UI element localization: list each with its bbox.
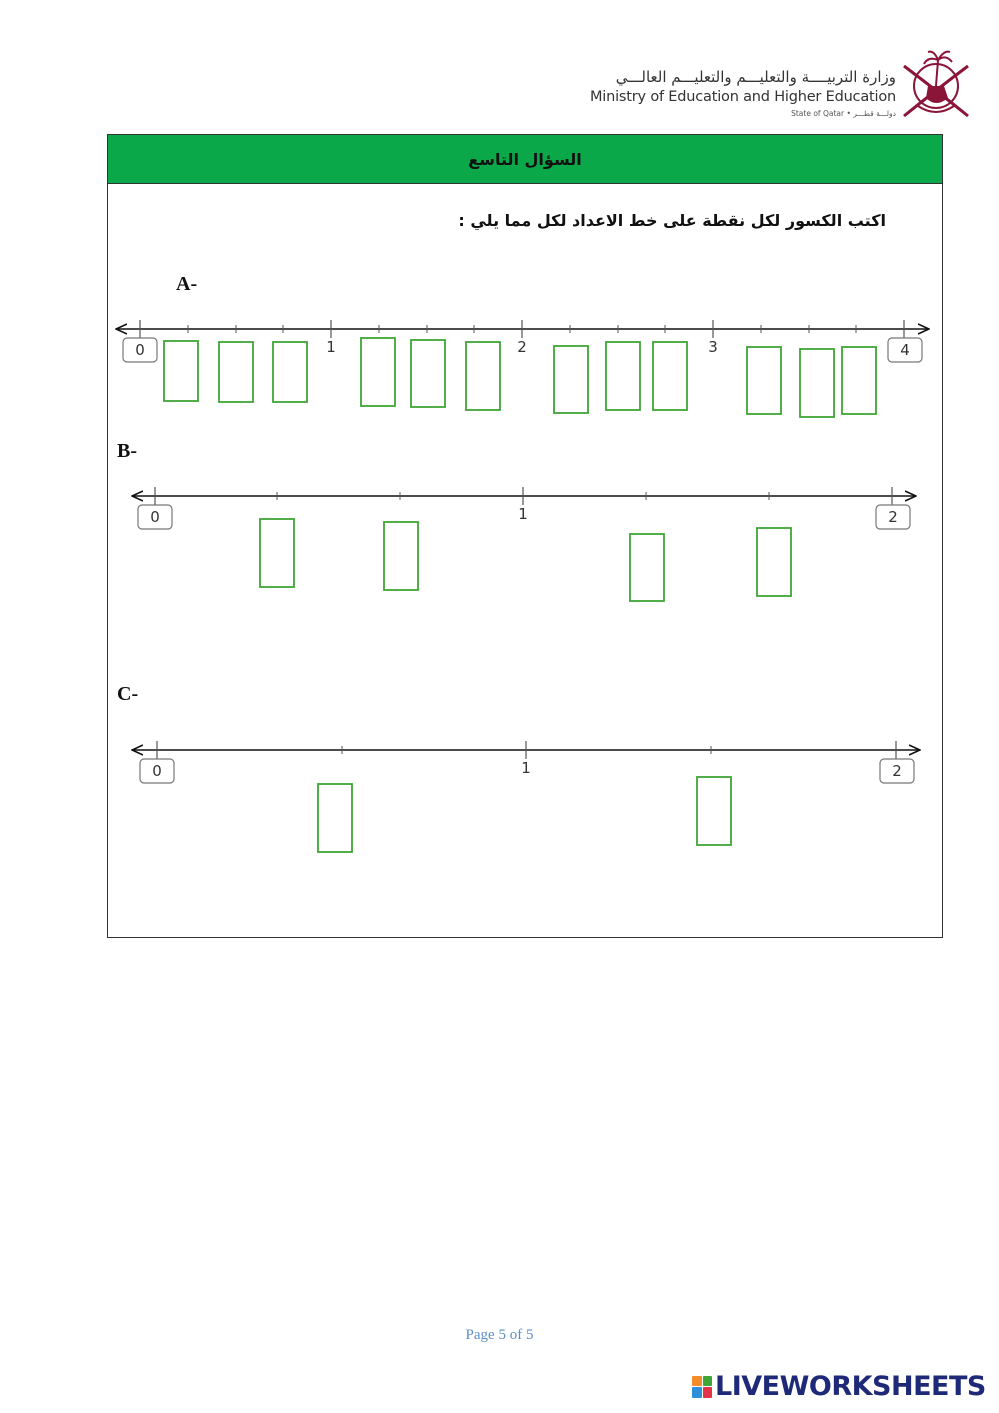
- answer-box[interactable]: [842, 347, 876, 414]
- answer-box[interactable]: [384, 522, 418, 590]
- line-a-label-2: 2: [517, 338, 527, 356]
- answer-box[interactable]: [273, 342, 307, 402]
- section-a-label: A-: [176, 273, 198, 295]
- answer-box[interactable]: [747, 347, 781, 414]
- answer-box[interactable]: [697, 777, 731, 845]
- answer-box[interactable]: [164, 341, 198, 401]
- page-number: Page 5 of 5: [465, 1327, 534, 1343]
- answer-box[interactable]: [260, 519, 294, 587]
- line-b-start-label: 0: [150, 508, 160, 526]
- question-instruction: اكتب الكسور لكل نقطة على خط الاعداد لكل مما يلي :: [458, 211, 886, 230]
- liveworksheets-logo-icon: [692, 1376, 712, 1398]
- answer-box[interactable]: [800, 349, 834, 417]
- line-a-label-1: 1: [326, 338, 336, 356]
- answer-box[interactable]: [653, 342, 687, 410]
- brand-name: LIVEWORKSHEETS: [715, 1371, 986, 1402]
- answer-box[interactable]: [554, 346, 588, 413]
- answer-box[interactable]: [757, 528, 791, 596]
- answer-box[interactable]: [411, 340, 445, 407]
- line-c-label-1: 1: [521, 759, 531, 777]
- ministry-name-arabic: وزارة التربيــــة والتعليـــم والتعليـــم العالـــي: [615, 68, 896, 86]
- state-of-qatar: State of Qatar • دولـــة قطـــر: [791, 109, 896, 118]
- line-b-label-1: 1: [518, 505, 528, 523]
- answer-box[interactable]: [219, 342, 253, 402]
- number-line-b: [133, 487, 915, 529]
- line-c-start-label: 0: [152, 762, 162, 780]
- answer-boxes-c: [318, 777, 731, 852]
- liveworksheets-brand[interactable]: [692, 1371, 986, 1402]
- answer-box[interactable]: [318, 784, 352, 852]
- answer-box[interactable]: [361, 338, 395, 406]
- line-c-end-label: 2: [892, 762, 902, 780]
- line-a-end-label: 4: [900, 341, 910, 359]
- section-b-label: B-: [117, 440, 137, 462]
- answer-boxes-b: [260, 519, 791, 601]
- section-c-label: C-: [117, 683, 139, 705]
- ministry-name-english: Ministry of Education and Higher Education: [589, 89, 896, 105]
- line-a-start-label: 0: [135, 341, 145, 359]
- answer-box[interactable]: [466, 342, 500, 410]
- number-line-c: [133, 741, 919, 783]
- question-title: السؤال التاسع: [468, 149, 582, 169]
- line-a-label-3: 3: [708, 338, 718, 356]
- answer-box[interactable]: [606, 342, 640, 410]
- answer-box[interactable]: [630, 534, 664, 601]
- line-b-end-label: 2: [888, 508, 898, 526]
